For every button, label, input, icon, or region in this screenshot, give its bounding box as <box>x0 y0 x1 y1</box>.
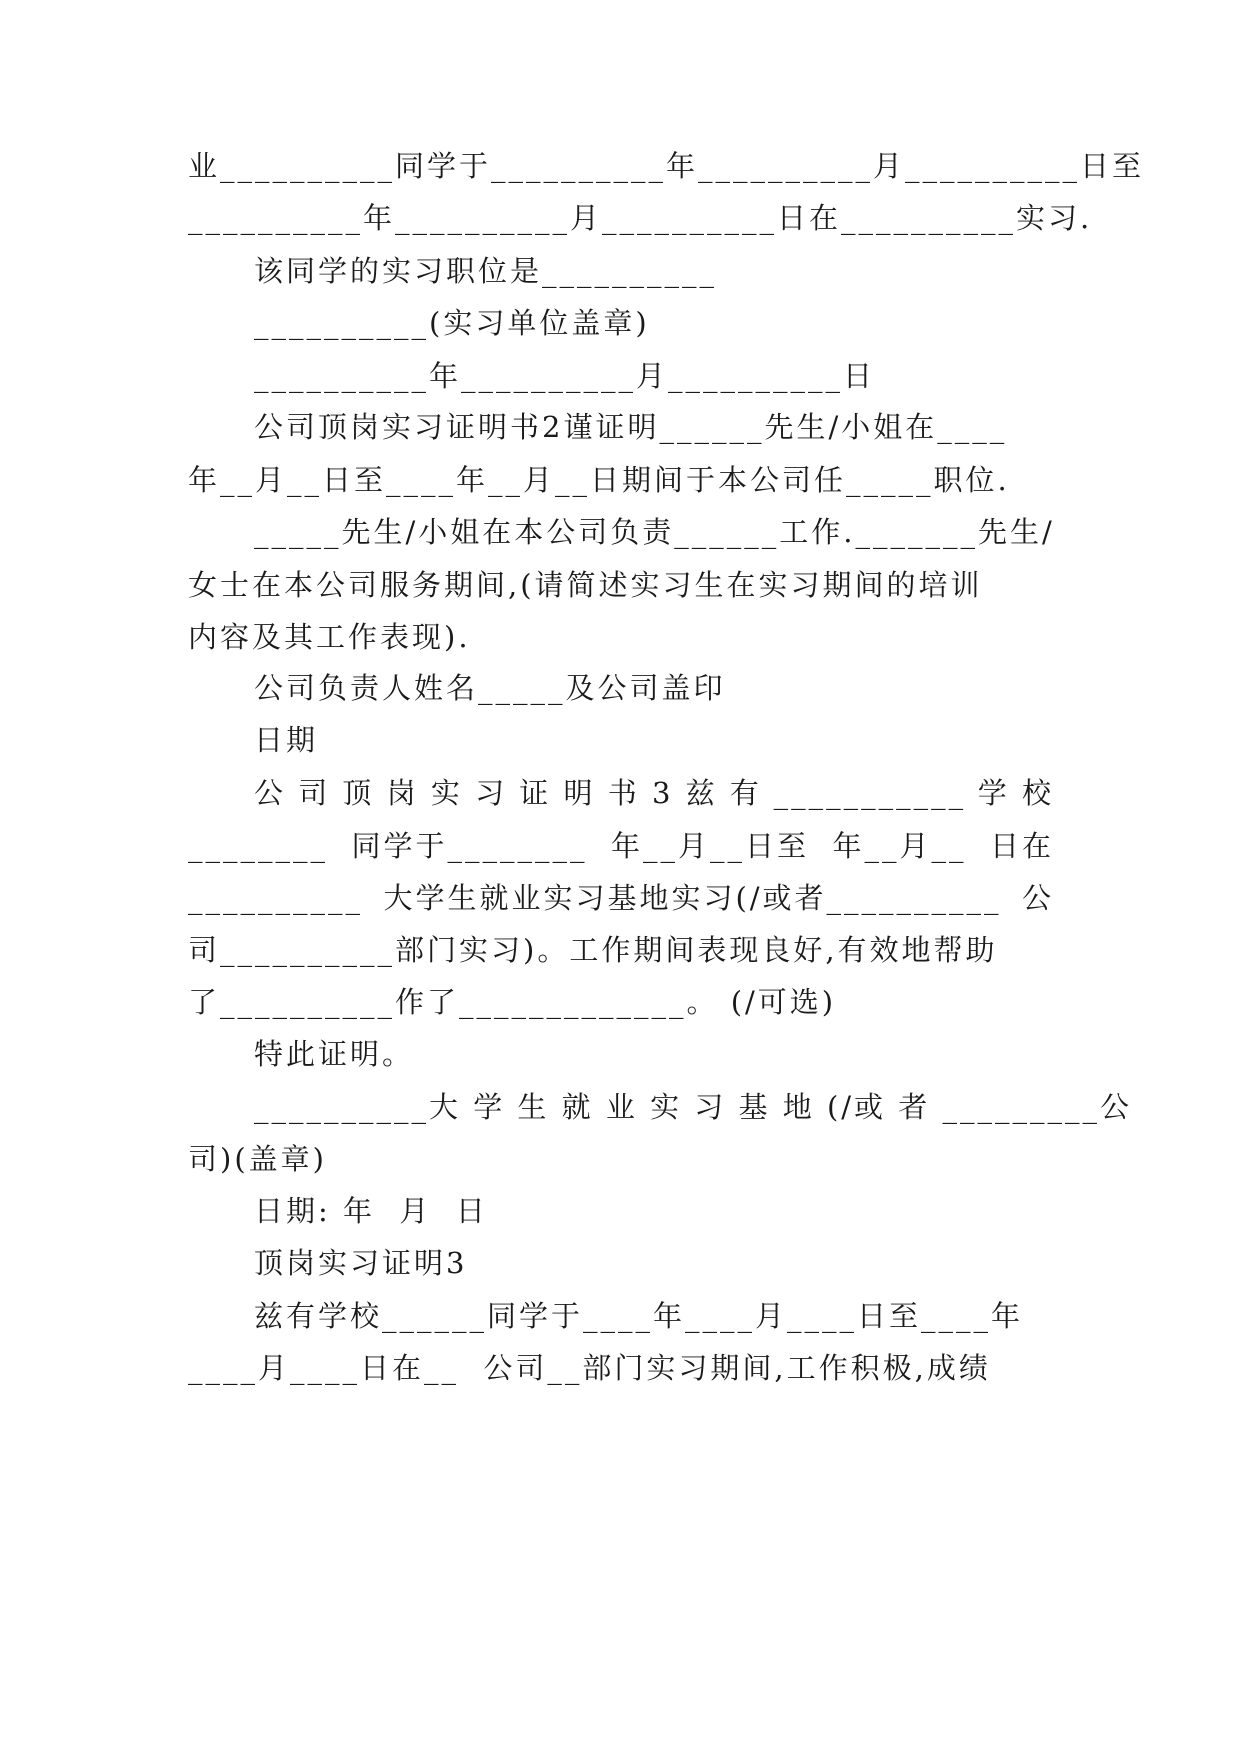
text-line-5: __________年__________月__________日 <box>254 359 876 393</box>
text-line-10: 内容及其工作表现). <box>188 620 471 654</box>
text-line-20: 司)(盖章) <box>188 1142 327 1176</box>
text-line-14-part-4: 年__月__ <box>832 829 967 863</box>
text-line-14 <box>188 826 1054 866</box>
text-line-2: __________年__________月__________日在__________实习. <box>188 201 1093 235</box>
text-line-9: 女士在本公司服务期间,(请简述实习生在实习期间的培训 <box>188 568 983 602</box>
text-line-19-part-2: 公 <box>1100 1090 1133 1124</box>
text-line-8: _____先生/小姐在本公司负责______工作._______先生/ <box>254 515 1055 549</box>
text-line-19 <box>254 1087 1133 1127</box>
text-line-14-part-1: ________ <box>188 829 328 863</box>
text-line-15-part-3: 公 <box>1021 881 1054 915</box>
text-line-14-part-5: 日在 <box>989 829 1054 863</box>
text-line-12: 日期 <box>254 723 319 757</box>
text-line-6: 公司顶岗实习证明书2谨证明______先生/小姐在____ <box>254 410 1008 444</box>
text-line-22: 顶岗实习证明3 <box>254 1246 468 1280</box>
text-line-1: 业__________同学于__________年__________月__________日至 <box>188 149 1145 183</box>
text-line-4: __________(实习单位盖章) <box>254 306 650 340</box>
text-line-13 <box>254 773 1054 813</box>
text-line-3: 该同学的实习职位是__________ <box>254 254 718 288</box>
text-line-14-part-3: 年__月__日至 <box>610 829 809 863</box>
text-line-15-part-2: 大学生就业实习基地实习(/或者__________ <box>383 881 1002 915</box>
text-line-7: 年__月__日至____年__月__日期间于本公司任_____职位. <box>188 463 1010 497</box>
document-page <box>188 0 1145 1754</box>
text-line-17: 了__________作了_____________。 (/可选) <box>188 985 837 1019</box>
text-line-16: 司__________部门实习)。工作期间表现良好,有效地帮助 <box>188 933 998 967</box>
text-line-21: 日期: 年 月 日 <box>254 1194 488 1228</box>
text-line-23: 兹有学校______同学于____年____月____日至____年 <box>254 1299 1024 1333</box>
text-line-24: ____月____日在__ 公司__部门实习期间,工作积极,成绩 <box>188 1351 991 1385</box>
text-line-15 <box>188 878 1054 918</box>
text-line-13-part-3: 学 校 <box>977 776 1054 810</box>
text-line-13-part-2: ___________ <box>773 776 967 810</box>
text-line-13-part-1: 公 司 顶 岗 实 习 证 明 书 3 兹 有 <box>254 776 762 810</box>
text-line-15-part-1: __________ <box>188 881 363 915</box>
text-line-18: 特此证明。 <box>254 1037 415 1071</box>
text-line-11: 公司负责人姓名_____及公司盖印 <box>254 671 726 705</box>
text-line-14-part-2: 同学于________ <box>351 829 588 863</box>
text-line-19-part-1: __________大 学 生 就 业 实 习 基 地 (/或 者 _________ <box>254 1090 1100 1124</box>
